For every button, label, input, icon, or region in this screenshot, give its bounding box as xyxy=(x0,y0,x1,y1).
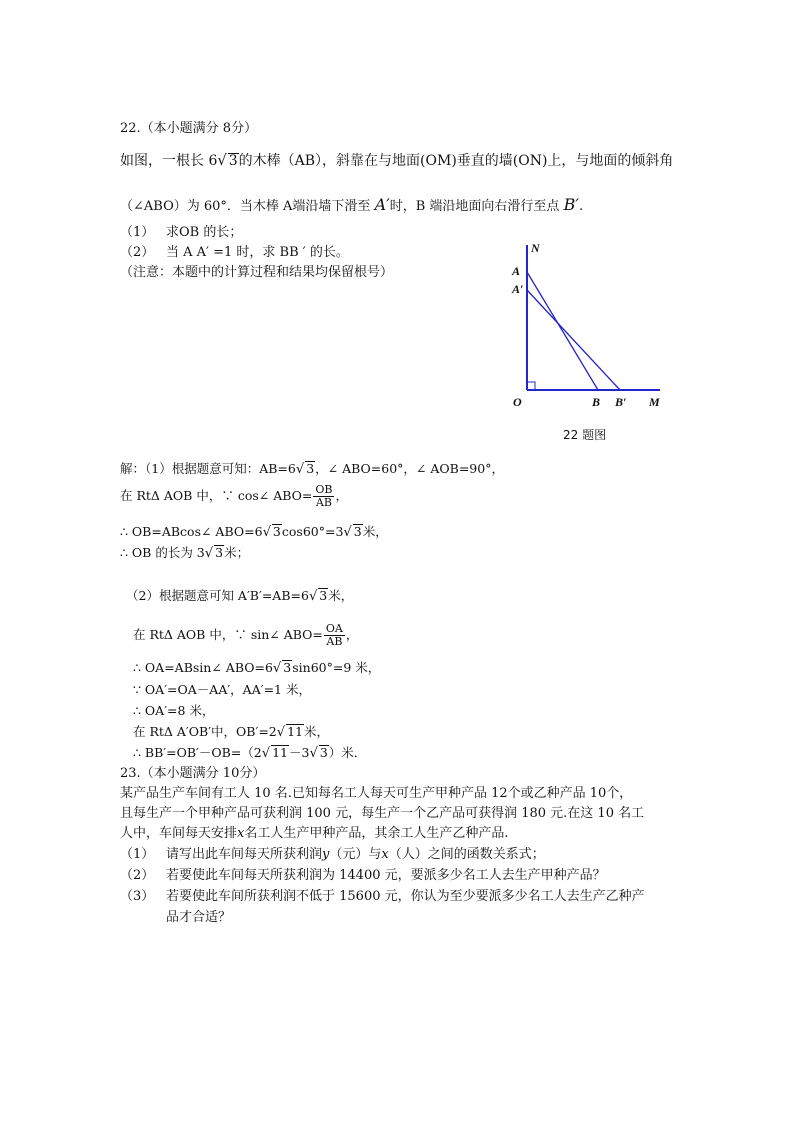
label-n: N xyxy=(531,241,540,255)
q23-line-3 xyxy=(120,826,509,842)
label-b: B xyxy=(592,395,601,409)
sqrt-radicand: 3 xyxy=(215,545,224,560)
label-b-prime: B′ xyxy=(615,395,627,409)
sqrt-radicand: 3 xyxy=(353,524,362,539)
sol-text: ∴ OB 的长为 3 xyxy=(120,545,205,560)
part-number: （1） xyxy=(120,847,155,862)
q23-line-1: 某产品生产车间有工人 10 名.已知每名工人每天可生产甲种产品 12个或乙种产品 10个， xyxy=(120,786,633,801)
right-angle-mark xyxy=(527,382,535,390)
sol-text: ，∠ ABO=60°，∠ AOB=90°， xyxy=(315,461,504,476)
q22-header: 22.（本小题满分 8分） xyxy=(120,121,258,136)
part-text: （人）之间的函数关系式； xyxy=(388,847,545,862)
sol-line-10 xyxy=(133,724,329,741)
q23-part-1 xyxy=(120,847,545,863)
part-number: （2） xyxy=(120,868,155,883)
sol-text: cos60°=3 xyxy=(281,524,344,539)
sqrt-sign: √ xyxy=(261,746,271,761)
label-a-prime: A′ xyxy=(512,282,524,296)
sqrt-sign: √ xyxy=(343,525,352,540)
q22-intro-line-1 xyxy=(120,152,673,170)
point-a-prime: A′ xyxy=(374,195,390,214)
sol-text: －3 xyxy=(289,745,310,760)
label-m: M xyxy=(649,395,660,409)
sol-text: ）米． xyxy=(328,745,367,760)
fraction-numerator: OA xyxy=(325,622,343,635)
sqrt-sign: √ xyxy=(204,546,214,561)
part-number: （2） xyxy=(120,245,155,260)
sqrt-radicand: 3 xyxy=(306,461,315,476)
sol-line-9: ∴ OA′=8 米， xyxy=(133,703,215,718)
sol-text: 在 RtΔ A′OB′中，OB′=2 xyxy=(133,724,277,739)
q23-part-3 xyxy=(120,889,645,905)
q22-note: （注意：本题中的计算过程和结果均保留根号） xyxy=(120,265,394,280)
fraction-ob-ab xyxy=(313,484,334,509)
q22-intro-text: 如图，一根长 6 xyxy=(120,153,218,169)
q23-part-3-cont: 品才合适？ xyxy=(166,910,232,925)
sqrt-sign: √ xyxy=(276,725,286,740)
sol-text: 米， xyxy=(304,724,330,739)
sol-text: ∴ BB′=OB′－OB=（2 xyxy=(133,745,262,760)
sol-line-6 xyxy=(133,623,358,648)
point-b-prime: B′ xyxy=(563,195,579,214)
sqrt-sign: √ xyxy=(262,525,271,540)
part-text: 当 A A′ =1 时，求 BB ′ 的长。 xyxy=(166,245,349,260)
label-a: A xyxy=(512,264,521,278)
q23-header: 23.（本小题满分 10分） xyxy=(120,766,266,781)
sqrt-radicand: 3 xyxy=(319,588,328,603)
variable-y: y xyxy=(322,847,330,862)
sol-text: sin60°=9 米， xyxy=(292,660,381,675)
q23-line-2: 且每生产一个甲种产品可获利润 100 元，每生产一个乙产品可获得润 180 元.在这 10 名工 xyxy=(120,806,645,821)
q22-intro-text: （∠ABO）为 60°．当木棒 A端沿墙下滑至 xyxy=(120,199,375,214)
sqrt-radicand: 3 xyxy=(272,524,281,539)
q22-intro-text: 时，B 端沿地面向右滑行至点 xyxy=(389,199,564,214)
sol-line-5 xyxy=(126,588,353,605)
sol-text: 米， xyxy=(328,588,354,603)
sol-line-2 xyxy=(120,484,348,509)
sqrt-sign: √ xyxy=(309,746,318,761)
sol-line-1 xyxy=(120,461,504,478)
sol-text: 在 RtΔ AOB 中，∵ sin∠ ABO= xyxy=(133,627,323,643)
q22-intro-line-2 xyxy=(120,195,583,215)
part-text: 求OB 的长； xyxy=(166,225,243,240)
sqrt-sign: √ xyxy=(217,152,227,169)
sqrt-radicand: 3 xyxy=(319,745,328,760)
q22-figure xyxy=(505,235,675,445)
fraction-denominator: AB xyxy=(326,635,343,649)
figure-caption: 22 题图 xyxy=(563,428,607,442)
label-o: O xyxy=(513,395,522,409)
q22-intro-text: 的木棒（AB），斜靠在与地面(OM)垂直的墙(ON)上，与地面的倾斜角 xyxy=(238,153,674,169)
sqrt-radicand: 3 xyxy=(228,153,238,169)
sol-text: ∴ OA=ABsin∠ ABO=6 xyxy=(133,660,273,675)
sqrt-radicand: 11 xyxy=(272,745,289,760)
sol-text: 米， xyxy=(362,524,388,539)
part-text: 若要使此车间所获利润不低于 15600 元，你认为至少要派多少名工人去生产乙种产 xyxy=(166,889,645,904)
q22-part-2 xyxy=(120,245,349,261)
part-number: （3） xyxy=(120,889,155,904)
sol-text: 在 RtΔ AOB 中，∵ cos∠ ABO= xyxy=(120,488,313,504)
sol-line-8: ∵ OA′=OA－AA′，AA′=1 米， xyxy=(133,682,311,697)
sol-text: ， xyxy=(335,488,348,504)
sol-text: 米； xyxy=(224,545,250,560)
sol-line-4 xyxy=(120,545,249,562)
part-text: （元）与 xyxy=(329,847,382,862)
stick-a-prime-b-prime xyxy=(527,290,620,390)
part-text: 若要使此车间每天所获利润为 14400 元，要派多少名工人去生产甲种产品？ xyxy=(166,868,606,883)
variable-x: x xyxy=(237,826,245,841)
sqrt-radicand: 3 xyxy=(283,660,292,675)
q23-text: 人中，车间每天安排 xyxy=(120,826,238,841)
variable-x: x xyxy=(381,847,389,862)
q23-part-2 xyxy=(120,868,606,884)
sol-line-3 xyxy=(120,524,388,541)
q22-part-1 xyxy=(120,225,242,241)
sol-line-11 xyxy=(133,745,366,762)
q22-intro-text: . xyxy=(578,199,584,214)
sqrt-sign: √ xyxy=(295,462,305,477)
sol-text: ∴ OB=ABcos∠ ABO=6 xyxy=(120,524,263,539)
fraction-denominator: AB xyxy=(315,496,332,510)
fraction-numerator: OB xyxy=(315,483,333,496)
sqrt-sign: √ xyxy=(272,661,282,676)
sqrt-sign: √ xyxy=(308,589,318,604)
sqrt-radicand: 11 xyxy=(287,724,304,739)
fraction-oa-ab xyxy=(324,623,345,648)
sol-text: （2）根据题意可知 A′B′=AB=6 xyxy=(126,588,309,603)
stick-ab xyxy=(527,272,598,390)
sol-text: ， xyxy=(345,627,359,643)
sol-text: 解：（1）根据题意可知：AB=6 xyxy=(120,461,296,476)
part-text: 请写出此车间每天所获利润 xyxy=(166,847,323,862)
sol-line-7 xyxy=(133,660,380,677)
part-number: （1） xyxy=(120,225,155,240)
q23-text: 名工人生产甲种产品，其余工人生产乙种产品. xyxy=(244,826,509,841)
